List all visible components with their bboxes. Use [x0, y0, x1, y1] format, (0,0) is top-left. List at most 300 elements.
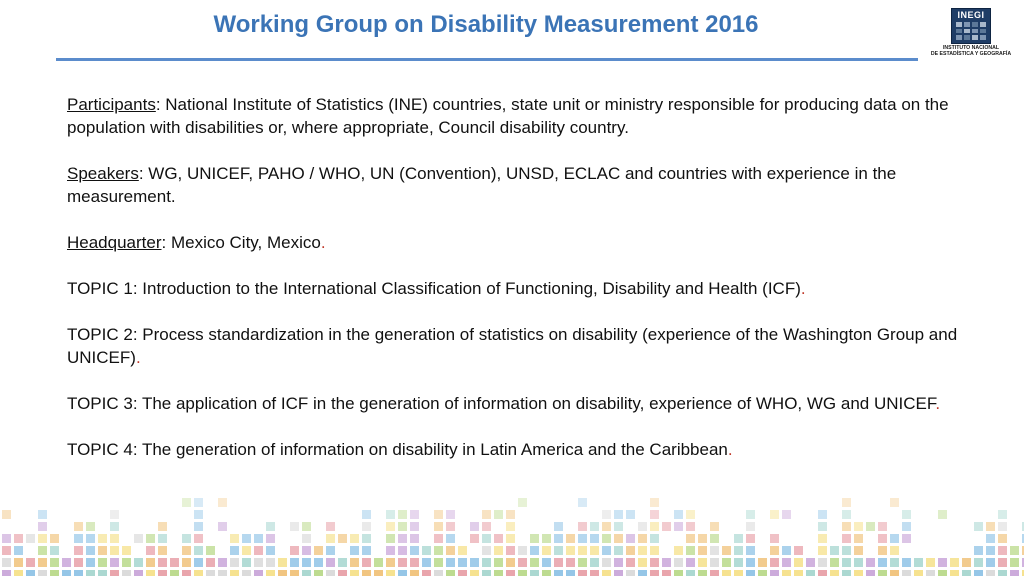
mosaic-tile: [302, 534, 311, 543]
mosaic-tile: [494, 534, 503, 543]
mosaic-tile: [26, 534, 35, 543]
mosaic-tile: [194, 534, 203, 543]
mosaic-tile: [518, 498, 527, 507]
mosaic-tile: [530, 558, 539, 567]
mosaic-tile: [14, 534, 23, 543]
mosaic-tile: [770, 570, 779, 576]
mosaic-tile: [614, 558, 623, 567]
mosaic-tile: [506, 546, 515, 555]
mosaic-tile: [266, 558, 275, 567]
mosaic-tile: [158, 558, 167, 567]
mosaic-tile: [998, 558, 1007, 567]
mosaic-tile: [74, 522, 83, 531]
mosaic-tile: [998, 522, 1007, 531]
mosaic-tile: [50, 546, 59, 555]
mosaic-tile: [638, 570, 647, 576]
mosaic-tile: [206, 546, 215, 555]
mosaic-tile: [362, 570, 371, 576]
mosaic-tile: [806, 570, 815, 576]
mosaic-graphic: [0, 496, 1024, 576]
mosaic-tile: [386, 558, 395, 567]
mosaic-tile: [38, 558, 47, 567]
mosaic-tile: [878, 522, 887, 531]
mosaic-tile: [698, 558, 707, 567]
mosaic-tile: [986, 558, 995, 567]
mosaic-tile: [110, 570, 119, 576]
mosaic-tile: [338, 558, 347, 567]
mosaic-tile: [38, 522, 47, 531]
mosaic-tile: [386, 546, 395, 555]
mosaic-tile: [890, 546, 899, 555]
mosaic-tile: [266, 534, 275, 543]
mosaic-tile: [38, 546, 47, 555]
mosaic-tile: [578, 570, 587, 576]
speakers-label: Speakers: [67, 164, 139, 183]
mosaic-tile: [734, 570, 743, 576]
mosaic-tile: [662, 522, 671, 531]
mosaic-tile: [674, 510, 683, 519]
mosaic-tile: [398, 510, 407, 519]
headquarter-label: Headquarter: [67, 233, 162, 252]
mosaic-tile: [494, 558, 503, 567]
mosaic-tile: [782, 546, 791, 555]
mosaic-tile: [842, 510, 851, 519]
mosaic-tile: [986, 546, 995, 555]
mosaic-tile: [242, 534, 251, 543]
mosaic-tile: [962, 570, 971, 576]
mosaic-tile: [986, 570, 995, 576]
mosaic-tile: [566, 558, 575, 567]
mosaic-tile: [470, 522, 479, 531]
mosaic-tile: [794, 570, 803, 576]
logo-text-line1: INSTITUTO NACIONAL: [942, 45, 1000, 51]
mosaic-tile: [998, 534, 1007, 543]
mosaic-tile: [902, 558, 911, 567]
mosaic-tile: [422, 546, 431, 555]
mosaic-tile: [422, 570, 431, 576]
mosaic-tile: [866, 570, 875, 576]
mosaic-tile: [410, 534, 419, 543]
mosaic-tile: [902, 570, 911, 576]
mosaic-tile: [746, 534, 755, 543]
mosaic-tile: [818, 558, 827, 567]
mosaic-tile: [38, 570, 47, 576]
mosaic-tile: [842, 558, 851, 567]
mosaic-tile: [614, 546, 623, 555]
mosaic-tile: [746, 546, 755, 555]
mosaic-tile: [338, 534, 347, 543]
mosaic-tile: [158, 534, 167, 543]
mosaic-tile: [362, 534, 371, 543]
mosaic-tile: [302, 546, 311, 555]
mosaic-tile: [830, 570, 839, 576]
mosaic-tile: [158, 522, 167, 531]
mosaic-tile: [86, 546, 95, 555]
mosaic-tile: [542, 558, 551, 567]
mosaic-tile: [650, 558, 659, 567]
mosaic-tile: [710, 534, 719, 543]
mosaic-tile: [182, 570, 191, 576]
mosaic-tile: [386, 510, 395, 519]
mosaic-tile: [866, 522, 875, 531]
mosaic-tile: [626, 510, 635, 519]
mosaic-tile: [590, 558, 599, 567]
mosaic-tile: [254, 534, 263, 543]
mosaic-tile: [494, 546, 503, 555]
mosaic-tile: [626, 558, 635, 567]
mosaic-tile: [638, 534, 647, 543]
mosaic-tile: [410, 510, 419, 519]
mosaic-tile: [650, 570, 659, 576]
mosaic-tile: [854, 558, 863, 567]
mosaic-tile: [386, 522, 395, 531]
mosaic-tile: [362, 510, 371, 519]
mosaic-tile: [650, 498, 659, 507]
mosaic-tile: [854, 522, 863, 531]
mosaic-tile: [182, 558, 191, 567]
mosaic-tile: [26, 570, 35, 576]
mosaic-tile: [278, 570, 287, 576]
mosaic-tile: [38, 534, 47, 543]
mosaic-tile: [386, 534, 395, 543]
mosaic-tile: [242, 570, 251, 576]
mosaic-tile: [518, 558, 527, 567]
mosaic-tile: [842, 546, 851, 555]
mosaic-tile: [314, 546, 323, 555]
mosaic-tile: [602, 534, 611, 543]
mosaic-tile: [518, 570, 527, 576]
mosaic-tile: [782, 570, 791, 576]
mosaic-tile: [722, 570, 731, 576]
mosaic-tile: [674, 558, 683, 567]
mosaic-tile: [458, 570, 467, 576]
mosaic-tile: [530, 546, 539, 555]
mosaic-tile: [890, 558, 899, 567]
mosaic-tile: [986, 522, 995, 531]
mosaic-tile: [602, 522, 611, 531]
mosaic-tile: [194, 570, 203, 576]
headquarter-text: : Mexico City, Mexico: [161, 233, 321, 252]
mosaic-tile: [566, 546, 575, 555]
topic-3-period: .: [935, 394, 941, 413]
topic-1-period: .: [800, 279, 806, 298]
mosaic-tile: [446, 522, 455, 531]
mosaic-tile: [14, 546, 23, 555]
mosaic-tile: [674, 570, 683, 576]
mosaic-tile: [842, 570, 851, 576]
mosaic-tile: [146, 558, 155, 567]
mosaic-tile: [14, 570, 23, 576]
mosaic-tile: [626, 534, 635, 543]
mosaic-tile: [446, 510, 455, 519]
mosaic-tile: [290, 546, 299, 555]
mosaic-tile: [230, 546, 239, 555]
mosaic-tile: [710, 522, 719, 531]
mosaic-tile: [434, 522, 443, 531]
mosaic-tile: [302, 522, 311, 531]
mosaic-tile: [770, 546, 779, 555]
mosaic-tile: [902, 510, 911, 519]
mosaic-tile: [50, 534, 59, 543]
mosaic-tile: [218, 570, 227, 576]
mosaic-tile: [554, 534, 563, 543]
mosaic-tile: [86, 534, 95, 543]
mosaic-tile: [266, 570, 275, 576]
mosaic-tile: [362, 558, 371, 567]
mosaic-tile: [914, 570, 923, 576]
mosaic-tile: [878, 570, 887, 576]
mosaic-tile: [734, 558, 743, 567]
mosaic-tile: [50, 558, 59, 567]
mosaic-tile: [506, 558, 515, 567]
mosaic-tile: [710, 558, 719, 567]
mosaic-tile: [494, 510, 503, 519]
mosaic-tile: [818, 546, 827, 555]
mosaic-tile: [662, 570, 671, 576]
mosaic-tile: [182, 498, 191, 507]
mosaic-tile: [530, 534, 539, 543]
mosaic-tile: [374, 570, 383, 576]
mosaic-tile: [530, 570, 539, 576]
mosaic-tile: [98, 546, 107, 555]
mosaic-tile: [590, 546, 599, 555]
mosaic-tile: [686, 558, 695, 567]
mosaic-tile: [686, 570, 695, 576]
topic-1-text: TOPIC 1: Introduction to the International Classification of Functioning, Disability and Health (ICF): [67, 279, 801, 298]
mosaic-tile: [50, 570, 59, 576]
mosaic-tile: [230, 570, 239, 576]
mosaic-tile: [746, 570, 755, 576]
mosaic-tile: [650, 522, 659, 531]
mosaic-tile: [446, 570, 455, 576]
mosaic-tile: [218, 558, 227, 567]
mosaic-tile: [218, 498, 227, 507]
mosaic-tile: [590, 570, 599, 576]
mosaic-tile: [482, 534, 491, 543]
mosaic-tile: [602, 558, 611, 567]
topic-4-paragraph: [67, 438, 967, 461]
mosaic-tile: [146, 570, 155, 576]
mosaic-tile: [122, 570, 131, 576]
mosaic-tile: [506, 510, 515, 519]
mosaic-tile: [314, 570, 323, 576]
logo-wordmark: INEGI: [957, 10, 985, 20]
mosaic-tile: [398, 546, 407, 555]
mosaic-tile: [434, 570, 443, 576]
mosaic-tile: [950, 558, 959, 567]
participants-paragraph: [67, 93, 967, 139]
mosaic-tile: [878, 534, 887, 543]
mosaic-tile: [1010, 570, 1019, 576]
mosaic-tile: [470, 534, 479, 543]
mosaic-tile: [98, 570, 107, 576]
mosaic-tile: [782, 510, 791, 519]
mosaic-tile: [74, 546, 83, 555]
mosaic-tile: [770, 558, 779, 567]
mosaic-tile: [854, 546, 863, 555]
mosaic-tile: [938, 570, 947, 576]
mosaic-tile: [362, 546, 371, 555]
inegi-logo: [928, 8, 1014, 56]
mosaic-tile: [458, 546, 467, 555]
mosaic-tile: [686, 534, 695, 543]
mosaic-tile: [638, 522, 647, 531]
mosaic-tile: [194, 510, 203, 519]
mosaic-tile: [242, 546, 251, 555]
mosaic-tile: [398, 522, 407, 531]
mosaic-tile: [254, 570, 263, 576]
mosaic-tile: [110, 522, 119, 531]
mosaic-tile: [350, 546, 359, 555]
mosaic-tile: [242, 558, 251, 567]
mosaic-tile: [602, 570, 611, 576]
mosaic-tile: [638, 558, 647, 567]
mosaic-tile: [194, 522, 203, 531]
mosaic-tile: [626, 546, 635, 555]
mosaic-tile: [722, 546, 731, 555]
mosaic-tile: [434, 510, 443, 519]
mosaic-tile: [842, 534, 851, 543]
logo-grid: [956, 22, 986, 40]
mosaic-tile: [758, 558, 767, 567]
mosaic-tile: [134, 534, 143, 543]
mosaic-tile: [350, 570, 359, 576]
mosaic-tile: [734, 546, 743, 555]
mosaic-tile: [2, 558, 11, 567]
mosaic-tile: [338, 570, 347, 576]
mosaic-tile: [830, 558, 839, 567]
mosaic-tile: [866, 558, 875, 567]
mosaic-tile: [746, 522, 755, 531]
mosaic-tile: [950, 570, 959, 576]
mosaic-tile: [410, 558, 419, 567]
mosaic-tile: [110, 510, 119, 519]
mosaic-tile: [470, 558, 479, 567]
mosaic-tile: [170, 570, 179, 576]
decorative-mosaic-band: [0, 496, 1024, 576]
mosaic-tile: [602, 546, 611, 555]
mosaic-tile: [86, 558, 95, 567]
mosaic-tile: [206, 570, 215, 576]
mosaic-tile: [614, 510, 623, 519]
mosaic-tile: [770, 534, 779, 543]
mosaic-tile: [614, 522, 623, 531]
mosaic-tile: [206, 558, 215, 567]
mosaic-tile: [62, 570, 71, 576]
mosaic-tile: [434, 534, 443, 543]
mosaic-tile: [590, 522, 599, 531]
mosaic-tile: [362, 522, 371, 531]
topic-4-text: TOPIC 4: The generation of information on disability in Latin America and the Caribbean: [67, 440, 728, 459]
mosaic-tile: [2, 534, 11, 543]
logo-text-line2: DE ESTADÍSTICA Y GEOGRAFÍA: [930, 51, 1012, 57]
mosaic-tile: [902, 534, 911, 543]
mosaic-tile: [482, 510, 491, 519]
mosaic-tile: [398, 570, 407, 576]
mosaic-tile: [554, 546, 563, 555]
headquarter-period: .: [320, 233, 326, 252]
mosaic-tile: [86, 522, 95, 531]
mosaic-tile: [494, 570, 503, 576]
mosaic-tile: [446, 558, 455, 567]
mosaic-tile: [374, 558, 383, 567]
topic-2-period: .: [135, 348, 141, 367]
mosaic-tile: [422, 558, 431, 567]
topic-3-paragraph: [67, 392, 967, 415]
mosaic-tile: [938, 558, 947, 567]
mosaic-tile: [542, 546, 551, 555]
mosaic-tile: [926, 558, 935, 567]
mosaic-tile: [122, 546, 131, 555]
mosaic-tile: [710, 546, 719, 555]
mosaic-tile: [254, 558, 263, 567]
mosaic-tile: [2, 510, 11, 519]
mosaic-tile: [566, 534, 575, 543]
mosaic-tile: [698, 570, 707, 576]
mosaic-tile: [686, 546, 695, 555]
participants-text: : National Institute of Statistics (INE) countries, state unit or ministry responsible for producing data on the population with disabilities or, where appropriate, Council disability country.: [67, 95, 949, 137]
mosaic-tile: [854, 534, 863, 543]
mosaic-tile: [194, 498, 203, 507]
mosaic-tile: [434, 558, 443, 567]
mosaic-tile: [266, 522, 275, 531]
mosaic-tile: [674, 546, 683, 555]
mosaic-tile: [1010, 558, 1019, 567]
mosaic-tile: [398, 534, 407, 543]
mosaic-tile: [974, 522, 983, 531]
mosaic-tile: [482, 558, 491, 567]
mosaic-tile: [770, 510, 779, 519]
mosaic-tile: [722, 558, 731, 567]
title-divider: [56, 58, 918, 61]
mosaic-tile: [290, 570, 299, 576]
mosaic-tile: [578, 546, 587, 555]
mosaic-tile: [746, 558, 755, 567]
mosaic-tile: [794, 558, 803, 567]
mosaic-tile: [818, 534, 827, 543]
mosaic-tile: [326, 522, 335, 531]
mosaic-tile: [230, 534, 239, 543]
mosaic-tile: [710, 570, 719, 576]
mosaic-tile: [650, 546, 659, 555]
mosaic-tile: [398, 558, 407, 567]
mosaic-tile: [914, 558, 923, 567]
mosaic-tile: [74, 570, 83, 576]
mosaic-tile: [890, 534, 899, 543]
mosaic-tile: [326, 558, 335, 567]
mosaic-tile: [554, 558, 563, 567]
mosaic-tile: [674, 522, 683, 531]
mosaic-tile: [626, 570, 635, 576]
mosaic-tile: [698, 546, 707, 555]
mosaic-tile: [302, 558, 311, 567]
mosaic-tile: [410, 570, 419, 576]
mosaic-tile: [926, 570, 935, 576]
mosaic-tile: [38, 510, 47, 519]
mosaic-tile: [806, 558, 815, 567]
mosaic-tile: [86, 570, 95, 576]
mosaic-tile: [986, 534, 995, 543]
mosaic-tile: [182, 534, 191, 543]
mosaic-tile: [434, 546, 443, 555]
mosaic-tile: [650, 510, 659, 519]
mosaic-tile: [326, 570, 335, 576]
mosaic-tile: [326, 534, 335, 543]
mosaic-tile: [854, 570, 863, 576]
mosaic-tile: [842, 498, 851, 507]
mosaic-tile: [146, 546, 155, 555]
mosaic-tile: [686, 510, 695, 519]
